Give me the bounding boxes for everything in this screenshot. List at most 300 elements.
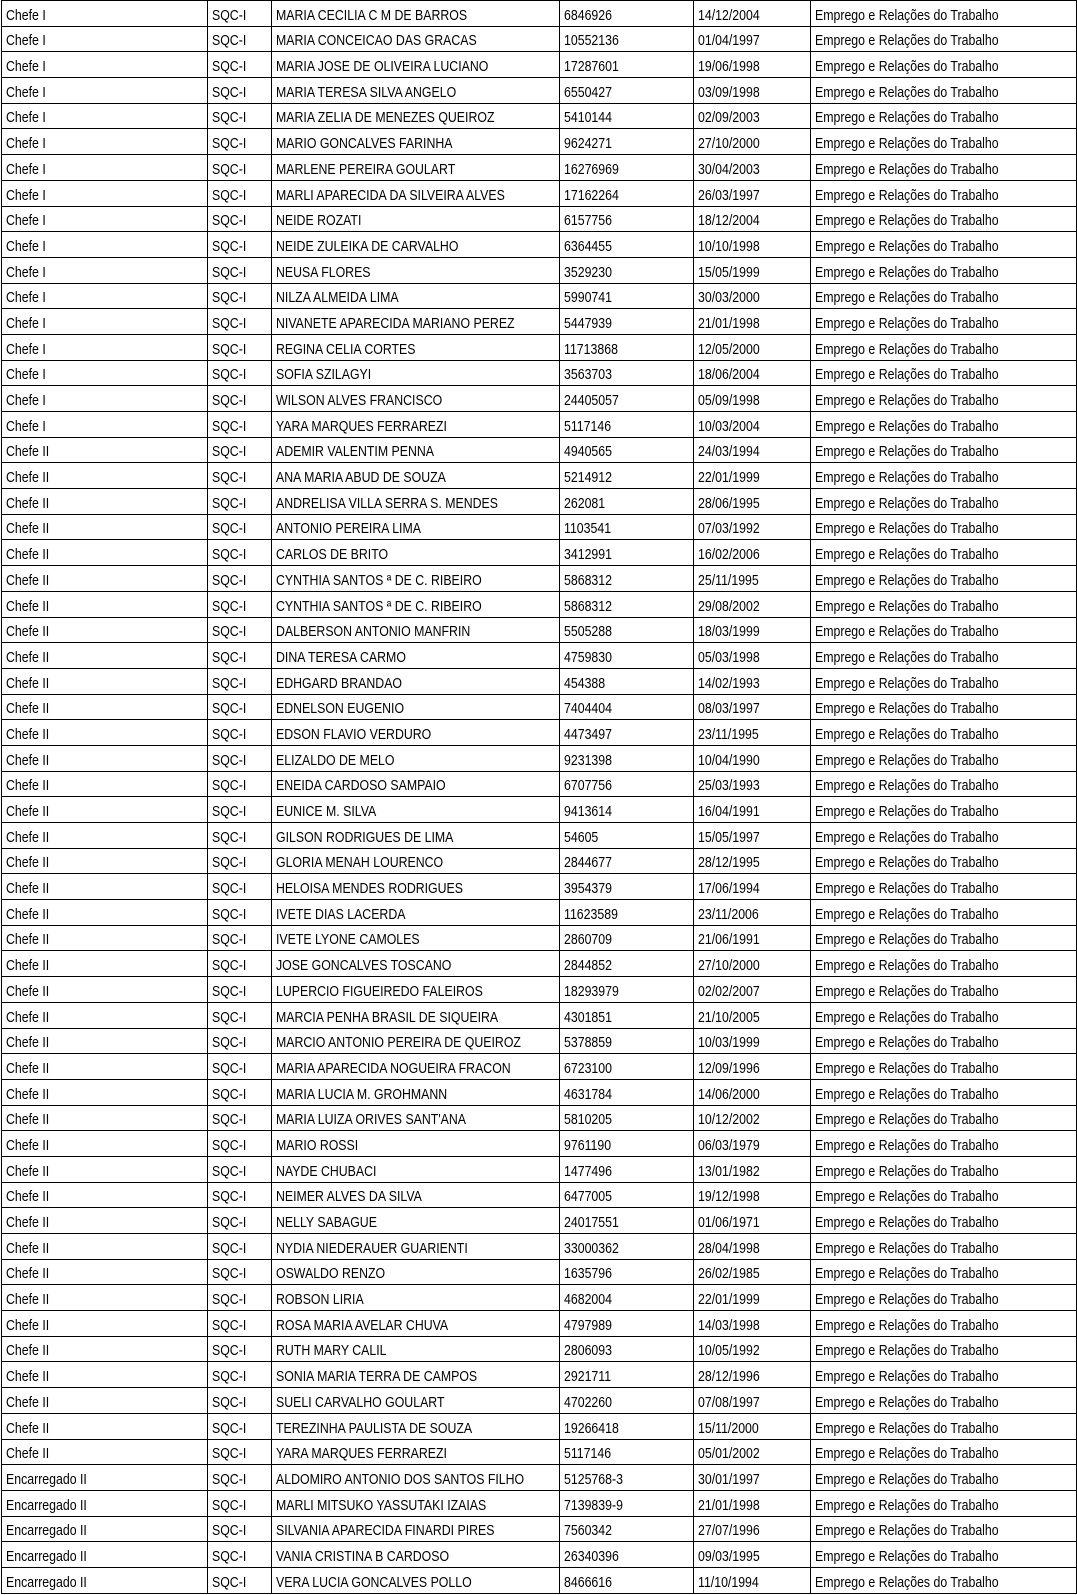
department-cell [811,437,1077,463]
name-cell [272,334,560,360]
name-cell [272,1079,560,1105]
date-cell [694,1490,811,1516]
date-cell [694,129,811,155]
name-cell [272,1156,560,1182]
date-text: 08/03/1997 [698,701,760,718]
date-text: 28/12/1995 [698,855,760,872]
category-cell [208,694,272,720]
category-cell [208,720,272,746]
registration-text: 17162264 [564,187,619,204]
date-cell [694,745,811,771]
date-cell [694,1028,811,1054]
name-text: MARIO ROSSI [276,1137,359,1154]
position-cell [2,1208,208,1234]
date-cell [694,977,811,1003]
department-text: Emprego e Relações do Trabalho [815,315,999,332]
category-text: SQC-I [212,547,247,564]
date-text: 23/11/1995 [698,726,759,743]
position-text: Chefe II [6,675,50,692]
category-cell [208,463,272,489]
department-cell [811,1079,1077,1105]
registration-text: 4797989 [564,1317,612,1334]
position-cell [2,771,208,797]
department-cell [811,1413,1077,1439]
name-cell [272,823,560,849]
position-cell [2,540,208,566]
category-cell [208,1028,272,1054]
registration-cell [560,360,694,386]
position-text: Chefe II [6,1369,50,1386]
registration-cell [560,643,694,669]
category-cell [208,129,272,155]
category-text: SQC-I [212,649,247,666]
category-text: SQC-I [212,84,247,101]
name-text: NEUSA FLORES [276,264,371,281]
date-cell [694,437,811,463]
name-cell [272,78,560,104]
position-text: Chefe I [6,393,46,409]
name-text: NILZA ALMEIDA LIMA [276,290,399,307]
registration-cell [560,1388,694,1414]
department-cell [811,540,1077,566]
category-text: SQC-I [212,470,247,487]
category-cell [208,386,272,412]
name-cell [272,309,560,335]
department-cell [811,412,1077,438]
position-cell [2,1028,208,1054]
name-cell [272,1388,560,1414]
position-text: Chefe II [6,1086,50,1103]
registration-text: 4473497 [564,726,612,743]
name-text: CARLOS DE BRITO [276,547,389,564]
table-row [2,643,1077,669]
position-text: Chefe II [6,1060,50,1077]
name-cell [272,129,560,155]
category-cell [208,1567,272,1593]
category-cell [208,591,272,617]
category-text: SQC-I [212,1420,247,1437]
date-text: 22/01/1999 [698,1292,760,1309]
table-row [2,745,1077,771]
position-text: Chefe I [6,59,46,76]
position-text: Chefe II [6,906,50,923]
registration-cell [560,489,694,515]
registration-text: 6707756 [564,778,612,795]
date-text: 18/12/2004 [698,213,760,230]
department-text: Emprego e Relações do Trabalho [815,1137,999,1154]
name-cell [272,617,560,643]
registration-cell [560,180,694,206]
department-cell [811,1439,1077,1465]
position-text: Chefe II [6,1317,50,1334]
name-cell [272,26,560,52]
registration-cell [560,925,694,951]
category-cell [208,566,272,592]
date-text: 25/03/1993 [698,778,760,795]
registration-cell [560,334,694,360]
department-text: Emprego e Relações do Trabalho [815,1266,999,1283]
table-row [2,1439,1077,1465]
name-text: IVETE DIAS LACERDA [276,906,406,923]
category-text: SQC-I [212,701,247,718]
registration-cell [560,1208,694,1234]
date-text: 14/12/2004 [698,7,760,24]
category-cell [208,977,272,1003]
name-cell [272,874,560,900]
position-text: Chefe II [6,444,50,461]
registration-text: 8466616 [564,1574,612,1591]
date-cell [694,1388,811,1414]
registration-cell [560,1490,694,1516]
date-cell [694,309,811,335]
position-cell [2,334,208,360]
registration-text: 4940565 [564,444,612,461]
category-text: SQC-I [212,1292,247,1309]
name-cell [272,1311,560,1337]
name-cell [272,463,560,489]
registration-cell [560,463,694,489]
department-cell [811,720,1077,746]
table-row [2,1542,1077,1568]
category-text: SQC-I [212,958,247,975]
department-cell [811,1208,1077,1234]
table-row [2,1311,1077,1337]
registration-cell [560,771,694,797]
name-text: MARLI APARECIDA DA SILVEIRA ALVES [276,187,505,204]
name-text: DINA TERESA CARMO [276,649,406,666]
registration-text: 262081 [564,495,606,512]
department-text: Emprego e Relações do Trabalho [815,1420,999,1437]
category-text: SQC-I [212,906,247,923]
date-cell [694,823,811,849]
name-cell [272,797,560,823]
registration-text: 5117146 [564,1446,612,1463]
position-text: Chefe I [6,33,46,50]
position-text: Chefe I [6,161,46,178]
date-cell [694,103,811,129]
name-text: HELOISA MENDES RODRIGUES [276,881,463,898]
category-cell [208,1388,272,1414]
date-text: 15/05/1997 [698,829,760,846]
department-text: Emprego e Relações do Trabalho [815,1343,999,1360]
category-cell [208,617,272,643]
category-text: SQC-I [212,1163,247,1180]
name-cell [272,900,560,926]
name-cell [272,52,560,78]
position-text: Encarregado II [6,1497,87,1514]
name-cell [272,232,560,258]
date-text: 27/07/1996 [698,1523,760,1540]
department-cell [811,900,1077,926]
position-text: Chefe I [6,84,46,101]
category-text: SQC-I [212,136,247,153]
registration-text: 2806093 [564,1343,612,1360]
category-cell [208,309,272,335]
position-cell [2,78,208,104]
department-text: Emprego e Relações do Trabalho [815,59,999,76]
position-text: Chefe I [6,110,46,127]
name-cell [272,386,560,412]
position-cell [2,694,208,720]
position-cell [2,900,208,926]
name-text: ELIZALDO DE MELO [276,752,395,769]
registration-cell [560,1285,694,1311]
registration-cell [560,52,694,78]
name-text: CYNTHIA SANTOS ª DE C. RIBEIRO [276,572,482,589]
department-cell [811,155,1077,181]
department-cell [811,360,1077,386]
position-text: Chefe II [6,1420,50,1437]
name-text: MARLENE PEREIRA GOULART [276,161,456,178]
date-text: 16/04/1991 [698,804,760,820]
date-cell [694,951,811,977]
date-cell [694,1516,811,1542]
department-text: Emprego e Relações do Trabalho [815,110,999,127]
registration-cell [560,1079,694,1105]
name-text: MARCIO ANTONIO PEREIRA DE QUEIROZ [276,1035,521,1052]
name-text: YARA MARQUES FERRAREZI [276,1446,447,1463]
department-text: Emprego e Relações do Trabalho [815,726,999,743]
registration-text: 16276969 [564,161,619,178]
name-cell [272,103,560,129]
registration-text: 11713868 [564,341,618,358]
table-row [2,1516,1077,1542]
table-row [2,617,1077,643]
position-cell [2,1439,208,1465]
position-text: Chefe II [6,881,50,898]
name-text: ROSA MARIA AVELAR CHUVA [276,1317,449,1334]
date-text: 17/06/1994 [698,881,760,898]
category-cell [208,1413,272,1439]
table-row [2,257,1077,283]
registration-text: 5125768-3 [564,1471,623,1488]
name-cell [272,1054,560,1080]
position-cell [2,951,208,977]
position-text: Chefe II [6,649,50,666]
registration-text: 3412991 [564,547,612,564]
table-row [2,26,1077,52]
name-cell [272,1208,560,1234]
table-row [2,1079,1077,1105]
position-text: Chefe II [6,572,50,589]
table-row [2,1567,1077,1593]
registration-cell [560,745,694,771]
department-text: Emprego e Relações do Trabalho [815,264,999,281]
position-cell [2,1054,208,1080]
name-cell [272,1465,560,1491]
position-cell [2,668,208,694]
position-cell [2,129,208,155]
category-text: SQC-I [212,752,247,769]
date-cell [694,1311,811,1337]
position-cell [2,257,208,283]
registration-cell [560,514,694,540]
date-text: 16/02/2006 [698,547,760,564]
position-cell [2,52,208,78]
registration-cell [560,951,694,977]
department-cell [811,1388,1077,1414]
department-text: Emprego e Relações do Trabalho [815,290,999,307]
registration-text: 5378859 [564,1035,612,1052]
position-text: Encarregado II [6,1523,87,1540]
date-text: 14/03/1998 [698,1317,760,1334]
table-row [2,283,1077,309]
position-cell [2,1311,208,1337]
category-text: SQC-I [212,855,247,872]
date-cell [694,1156,811,1182]
position-cell [2,874,208,900]
category-text: SQC-I [212,393,247,409]
position-text: Chefe II [6,983,50,1000]
date-cell [694,26,811,52]
category-text: SQC-I [212,33,247,50]
name-text: NIVANETE APARECIDA MARIANO PEREZ [276,315,515,332]
registration-cell [560,1542,694,1568]
date-text: 10/04/1990 [698,752,760,769]
table-row [2,412,1077,438]
date-cell [694,1079,811,1105]
date-text: 19/06/1998 [698,59,760,76]
category-cell [208,489,272,515]
registration-cell [560,1259,694,1285]
date-cell [694,386,811,412]
registration-text: 33000362 [564,1240,619,1257]
name-cell [272,514,560,540]
date-text: 28/04/1998 [698,1240,760,1257]
date-cell [694,1234,811,1260]
registration-text: 1103541 [564,521,612,538]
registration-cell [560,1054,694,1080]
department-text: Emprego e Relações do Trabalho [815,341,999,358]
position-cell [2,1465,208,1491]
date-cell [694,155,811,181]
table-row [2,668,1077,694]
name-cell [272,489,560,515]
table-row [2,1336,1077,1362]
position-text: Chefe II [6,701,50,718]
name-cell [272,412,560,438]
registration-text: 1477496 [564,1163,612,1180]
name-text: ENEIDA CARDOSO SAMPAIO [276,778,446,795]
name-cell [272,643,560,669]
table-row [2,360,1077,386]
category-cell [208,1182,272,1208]
date-cell [694,1131,811,1157]
name-cell [272,1439,560,1465]
category-cell [208,1131,272,1157]
category-cell [208,180,272,206]
department-text: Emprego e Relações do Trabalho [815,187,999,204]
registration-cell [560,566,694,592]
name-text: NEIDE ZULEIKA DE CARVALHO [276,238,459,255]
name-cell [272,720,560,746]
date-cell [694,617,811,643]
registration-cell [560,232,694,258]
table-row [2,129,1077,155]
date-text: 10/10/1998 [698,238,760,255]
department-cell [811,848,1077,874]
table-row [2,720,1077,746]
category-cell [208,900,272,926]
position-cell [2,566,208,592]
position-cell [2,1079,208,1105]
name-text: MARLI MITSUKO YASSUTAKI IZAIAS [276,1497,487,1514]
date-cell [694,566,811,592]
date-cell [694,257,811,283]
position-text: Chefe I [6,7,46,24]
category-cell [208,643,272,669]
registration-cell [560,412,694,438]
category-text: SQC-I [212,1035,247,1052]
registration-text: 5810205 [564,1112,612,1129]
date-cell [694,1105,811,1131]
table-row [2,566,1077,592]
date-text: 24/03/1994 [698,444,760,461]
category-cell [208,1002,272,1028]
date-cell [694,874,811,900]
department-cell [811,206,1077,232]
department-cell [811,180,1077,206]
position-text: Chefe I [6,367,46,384]
position-text: Chefe I [6,213,46,230]
department-cell [811,489,1077,515]
table-row [2,463,1077,489]
department-cell [811,1028,1077,1054]
position-cell [2,1362,208,1388]
position-cell [2,1105,208,1131]
department-cell [811,309,1077,335]
table-row [2,874,1077,900]
position-text: Chefe II [6,778,50,795]
category-text: SQC-I [212,367,247,384]
position-cell [2,1285,208,1311]
name-cell [272,668,560,694]
table-row [2,1182,1077,1208]
department-cell [811,1567,1077,1593]
name-cell [272,977,560,1003]
date-cell [694,1054,811,1080]
date-cell [694,78,811,104]
position-cell [2,180,208,206]
registration-text: 5505288 [564,624,612,641]
department-text: Emprego e Relações do Trabalho [815,829,999,846]
staff-table [1,0,1077,1594]
registration-text: 3563703 [564,367,612,384]
date-text: 30/01/1997 [698,1471,760,1488]
name-cell [272,1259,560,1285]
department-cell [811,566,1077,592]
department-cell [811,257,1077,283]
department-cell [811,1516,1077,1542]
department-cell [811,52,1077,78]
date-text: 27/10/2000 [698,958,760,975]
table-row [2,78,1077,104]
date-text: 26/03/1997 [698,187,760,204]
registration-text: 2844677 [564,855,612,872]
position-cell [2,720,208,746]
date-text: 09/03/1995 [698,1548,760,1565]
position-text: Chefe II [6,1189,50,1206]
position-cell [2,591,208,617]
table-row [2,52,1077,78]
table-row [2,591,1077,617]
date-cell [694,180,811,206]
date-text: 30/04/2003 [698,161,760,178]
name-text: MARIA ZELIA DE MENEZES QUEIROZ [276,110,495,127]
category-text: SQC-I [212,778,247,795]
registration-cell [560,1465,694,1491]
department-cell [811,78,1077,104]
